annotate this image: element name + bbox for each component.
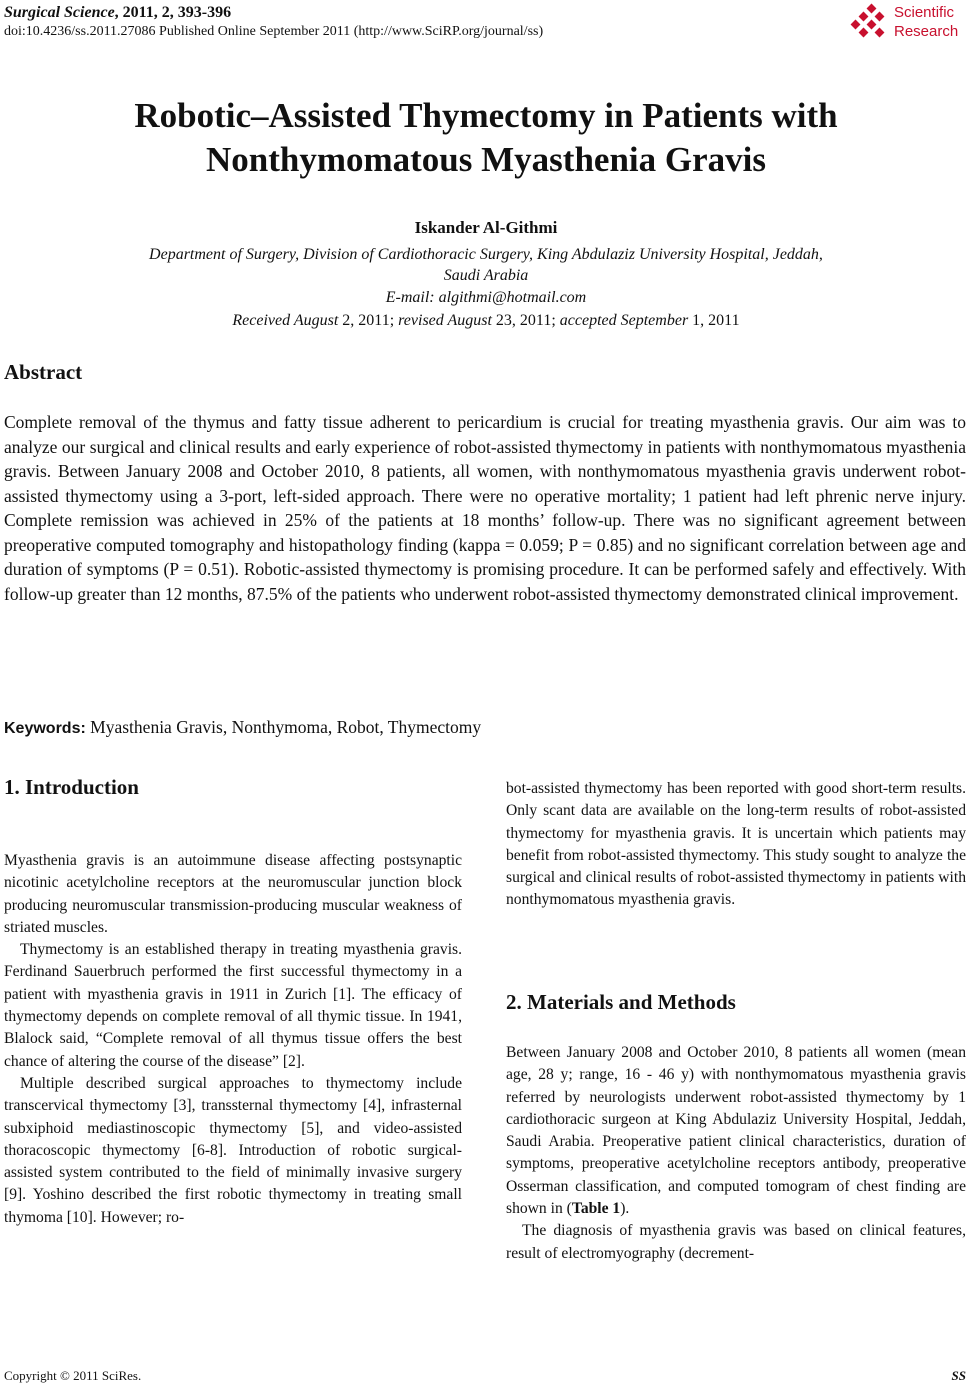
submission-dates: [0, 312, 972, 330]
left-column: [4, 850, 462, 1229]
logo-line1: Scientific: [894, 4, 955, 21]
author-affiliation: [20, 244, 952, 286]
journal-name: Surgical Science: [4, 4, 115, 21]
author-name: Iskander Al-Githmi: [414, 218, 558, 237]
accepted-value: 1, 2011: [688, 312, 740, 329]
logo-line2: Research: [894, 23, 959, 40]
methods-paragraph-1: [506, 1042, 966, 1220]
intro-paragraph-2: Thymectomy is an established therapy in treating myasthenia gravis. Ferdinand Sauerbruch performed the first successful thymectomy in a patient with myasthenia gravis in 1911 in Zurich [1]. The efficacy of thymectomy depends on complete removal of all thymic tissue. In 1941, Blalock said, “Complete removal of all thymus tissue offers the best chance of altering the course of the disease” [2].: [4, 941, 462, 1070]
footer-journal-abbr: SS: [951, 1368, 966, 1383]
section-heading-methods: 2. Materials and Methods: [506, 990, 736, 1014]
paper-title: [0, 94, 972, 182]
received-label: Received August: [232, 312, 339, 329]
intro-paragraph-3: Multiple described surgical approaches to thymectomy include transcervical thymectomy [3], transsternal thymectomy [4], infrasternal subxiphoid mediastinoscopic thymectomy [5], and video-assisted thoracoscopic thymectomy [6-8]. Introduction of robotic surgical-assisted system contributed to the field of minimally invasive surgery [9]. Yoshino described the first robotic thymectomy in treating small thymoma [10]. However; ro-: [4, 1074, 462, 1226]
author-email: E-mail: algithmi@hotmail.com: [385, 289, 587, 306]
methods-p1-text: Between January 2008 and October 2010, 8 patients all women (mean age, 28 y; range, 16 - 46 y) with nonthymomatous myasthenia gravis referred by neurologists underwent robot-assisted thymectomy by 1 cardiothoracic surgeon at King Abdulaziz University Hospital, Jeddah, Saudi Arabia. Preoperative patient clinical characteristics, duration of symptoms, preoperative acetylcholine receptors antibody, preoperative Osserman classification, and computed tomogram of chest finding are shown in (: [506, 1044, 966, 1218]
intro-paragraph-4: bot-assisted thymectomy has been reported with good short-term results. Only scant data are available on the long-term results of robot-assisted thymectomy for myasthenia gravis. It is uncertain which patients may benefit from robot-assisted thymectomy. This study sought to analyze the surgical and clinical results of robot-assisted thymectomy in patients with nonthymomatous myasthenia gravis.: [506, 780, 966, 909]
keywords-label: Keywords:: [4, 720, 86, 737]
footer-copyright: Copyright © 2011 SciRes.: [4, 1368, 142, 1383]
abstract-text: Complete removal of the thymus and fatty tissue adherent to pericardium is crucial for treating myasthenia gravis. Our aim was to analyze our surgical and clinical results and early experience of robot-assisted thymectomy in patients with nonthymomatous myasthenia gravis. Between January 2008 and October 2010, 8 patients, all women, with nonthymomatous myasthenia gravis underwent robot-assisted thymectomy using a 3-port, left-sided approach. There were no operative mortality; 1 patient had left phrenic nerve injury. Complete remission was achieved in 25% of the patients at 18 months’ follow-up. There was no significant agreement between preoperative computed tomography and histopathology finding (kappa = 0.059; P = 0.85) and no significant correlation between age and duration of symptoms (P = 0.51). Robotic-assisted thymectomy is promising procedure. It can be performed safely and effectively. With follow-up greater than 12 months, 87.5% of the patients who underwent robot-assisted thymectomy demonstrated clinical improvement.: [4, 412, 966, 604]
right-column-top: [506, 778, 966, 912]
received-value: 2, 2011;: [338, 312, 399, 329]
table-1-link[interactable]: Table 1: [571, 1200, 621, 1218]
accepted-label: accepted September: [559, 312, 689, 329]
keywords: [4, 717, 481, 738]
scientific-research-logo: [850, 3, 970, 45]
title-line2: Nonthymomatous Myasthenia Gravis: [205, 140, 767, 179]
revised-label: revised August: [398, 312, 492, 329]
methods-paragraph-2: The diagnosis of myasthenia gravis was based on clinical features, result of electromyography (decrement-: [506, 1222, 966, 1262]
title-line1: Robotic–Assisted Thymectomy in Patients with: [134, 96, 838, 135]
doi-line: doi:10.4236/ss.2011.27086 Published Online September 2011 (http://www.SciRP.org/journal/ss): [4, 24, 544, 39]
affiliation-line2: Saudi Arabia: [443, 267, 529, 284]
right-column-bottom: [506, 1042, 966, 1265]
journal-header: [4, 4, 231, 22]
methods-p1-end: ).: [620, 1200, 630, 1218]
journal-issue: , 2011, 2, 393-396: [114, 4, 232, 21]
keywords-value: Myasthenia Gravis, Nonthymoma, Robot, Thymectomy: [85, 717, 482, 737]
affiliation-line1: Department of Surgery, Division of Cardiothoracic Surgery, King Abdulaziz University Hospital, Jeddah,: [149, 246, 823, 263]
intro-paragraph-1: Myasthenia gravis is an autoimmune disease affecting postsynaptic nicotinic acetylcholine receptors at the neuromuscular junction block producing neuromuscular transmission-producing muscular weakness of striated muscles.: [4, 852, 462, 936]
abstract-heading: Abstract: [4, 360, 83, 384]
logo-mark-icon: [850, 3, 890, 43]
revised-value: 23, 2011;: [491, 312, 560, 329]
logo-text: [894, 3, 958, 41]
section-heading-introduction: 1. Introduction: [4, 775, 139, 799]
